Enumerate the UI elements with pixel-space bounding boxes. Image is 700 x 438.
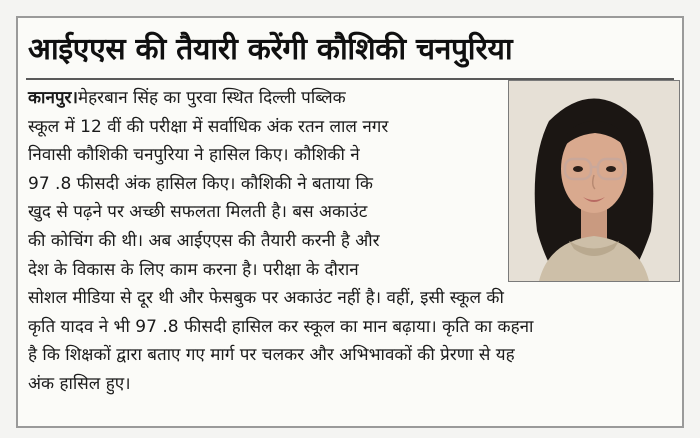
news-clipping: [16, 16, 684, 428]
body-line-11: अंक हासिल हुए।: [28, 373, 131, 394]
body-line-9: कृति यादव ने भी 97 .8 फीसदी हासिल कर स्कूल का मान बढ़ाया। कृति का कहना: [28, 316, 534, 337]
body-line-7: देश के विकास के लिए काम करना है। परीक्षा के दौरान: [28, 259, 359, 280]
body-line-4: 97 .8 फीसदी अंक हासिल किए। कौशिकी ने बताया कि: [28, 173, 373, 194]
headline: आईएएस की तैयारी करेंगी कौशिकी चनपुरिया: [28, 32, 513, 67]
body-line-10: है कि शिक्षकों द्वारा बताए गए मार्ग पर चलकर और अभिभावकों की प्रेरणा से यह: [28, 345, 515, 366]
body-line-5: खुद से पढ़ने पर अच्छी सफलता मिलती है। बस अकाउंट: [28, 202, 368, 223]
body-line-3: निवासी कौशिकी चनपुरिया ने हासिल किए। कौशिकी ने: [28, 145, 360, 166]
dateline: कानपुर।: [28, 88, 78, 108]
body-line-6: की कोचिंग की थी। अब आईएएस की तैयारी करनी है और: [28, 230, 380, 251]
article-body-full-width: [28, 84, 673, 399]
body-line-1-text: मेहरबान सिंह का पुरवा स्थित दिल्ली पब्लिक: [77, 88, 346, 108]
body-line-8: सोशल मीडिया से दूर थी और फेसबुक पर अकाउंट नहीं है। वहीं, इसी स्कूल की: [28, 288, 504, 309]
body-line-2: स्कूल में 12 वीं की परीक्षा में सर्वाधिक अंक रतन लाल नगर: [28, 116, 389, 137]
